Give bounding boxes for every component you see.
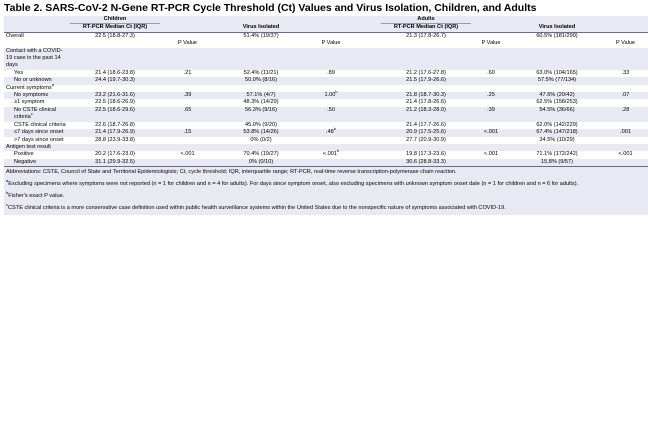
- cell: 21.4 (17.9-26.9): [70, 129, 160, 136]
- table-row: [4, 137, 648, 144]
- row-label: Overall: [4, 32, 70, 40]
- cell: 48.3% (14/29): [243, 99, 279, 106]
- row-label: No or unknown: [4, 77, 70, 84]
- cell: <.001: [483, 151, 499, 158]
- cell: 21.4 (17.8-26.6): [406, 99, 446, 106]
- table-row: [4, 48, 648, 70]
- row-label: Positive: [14, 151, 34, 158]
- cell: 22.5 (18.8-27.3): [70, 32, 160, 40]
- cell: 56.3% (9/16): [215, 107, 307, 122]
- cell: .07: [603, 92, 648, 99]
- cell: .65: [160, 107, 215, 122]
- footnote-c: $^c$CSTE clinical criteria is a more conservative case definition used within public health surveillance systems within the United States due to the nonspecific nature of symptoms associated with COVID-19.: [4, 203, 648, 215]
- cell: 20.9 (17.5-25.6): [381, 129, 471, 136]
- group-children: Children: [70, 16, 160, 24]
- cell: 60.5% (181/299): [511, 32, 603, 40]
- row-label: ≥1 symptom: [14, 99, 45, 106]
- row-label: Negative: [4, 159, 70, 167]
- cell: 71.1% (172/242): [536, 151, 578, 158]
- cell: 50.0% (8/16): [215, 77, 307, 84]
- row-label: No CSTE clinical criteria$^c$: [4, 107, 70, 122]
- cell: .21: [183, 69, 192, 76]
- cell: 21.2 (17.6-27.8): [406, 69, 446, 76]
- cell: 21.8 (18.7-30.3): [381, 92, 471, 99]
- cell: 63.0% (104/165): [536, 69, 578, 76]
- table-row: [4, 107, 648, 122]
- cell: 27.7 (20.9-30.9): [406, 136, 446, 143]
- row-label: Yes: [14, 69, 24, 76]
- cell: .50: [307, 107, 355, 122]
- table-row: [4, 32, 648, 40]
- table-row: [4, 99, 648, 106]
- cell: .33: [621, 69, 630, 76]
- cell: 22.5 (18.6-26.9): [95, 99, 135, 106]
- cell: .60: [487, 69, 495, 76]
- cell: 22.5 (18.6-29.6): [70, 107, 160, 122]
- row-label: No symptoms: [4, 92, 70, 99]
- cell: <.001: [180, 151, 195, 158]
- cell: 62.5% (158/253): [536, 99, 578, 106]
- cell: 54.5% (36/66): [511, 107, 603, 122]
- cell: <.001: [618, 151, 633, 158]
- group-adults: Adults: [381, 16, 471, 24]
- table-row: [4, 85, 648, 92]
- table-row: [4, 92, 648, 99]
- cell: .001: [603, 129, 648, 136]
- table-row: [4, 77, 648, 84]
- cell: 0% (0/2): [250, 136, 272, 143]
- cell: 47.6% (20/42): [511, 92, 603, 99]
- col-header-adults-ct: RT-PCR Median Ct (IQR): [381, 24, 471, 32]
- results-table: [4, 16, 648, 215]
- cell: 21.3 (17.8-26.7): [381, 32, 471, 40]
- cell: 20.2 (17.6-23.0): [95, 151, 135, 158]
- cell: 31.1 (29.9-32.5): [70, 159, 160, 167]
- table-row: [4, 159, 648, 167]
- cell: 57.1% (4/7): [215, 92, 307, 99]
- footnote-a: $^a$Excluding specimens where symptoms were not reported (n = 1 for children and n = 4 for adults). For days since symptom onset, also excluding specimens with unknown symptom onset date (n = 1 for children and n = 6 for adults).: [4, 179, 648, 191]
- footnote-row: [4, 179, 648, 191]
- cell: .48$^b$: [307, 129, 355, 136]
- row-label: >7 days since onset: [14, 136, 64, 143]
- row-label: Contact with a COVID-19 case in the past 14 days: [4, 48, 70, 70]
- cell: 1.00$^b$: [307, 92, 355, 99]
- cell: 23.2 (21.6-31.6): [70, 92, 160, 99]
- table-title: Table 2. SARS-CoV-2 N-Gene RT-PCR Cycle Threshold (Ct) Values and Virus Isolation, Children, and Adults: [4, 2, 537, 14]
- cell: 21.2 (18.3-28.0): [381, 107, 471, 122]
- table-row: [4, 70, 648, 77]
- cell: 30.6 (28.8-33.3): [381, 159, 471, 167]
- footnote-row: [4, 191, 648, 203]
- cell: 21.4 (17.7-26.6): [406, 121, 446, 128]
- cell: 52.4% (11/21): [243, 69, 279, 76]
- cell: 67.4% (147/218): [511, 129, 603, 136]
- footnote-row: [4, 203, 648, 215]
- cell: 15.8% (9/57): [511, 159, 603, 167]
- cell: 70.4% (19/27): [243, 151, 279, 158]
- cell: .28: [603, 107, 648, 122]
- row-label: Antigen test result: [4, 144, 70, 151]
- cell: 53.8% (14/26): [215, 129, 307, 136]
- footnote-b: $^b$Fisher's exact P value.: [4, 191, 648, 203]
- cell: .39: [471, 107, 511, 122]
- cell: 34.5% (10/29): [539, 136, 575, 143]
- row-label: ≤7 days since onset: [4, 129, 70, 136]
- col-header-adults-p2: P Value: [615, 40, 636, 47]
- col-header-adults-p1: P Value: [481, 40, 501, 47]
- cell: 19.8 (17.3-23.6): [406, 151, 446, 158]
- col-header-adults-iso: Virus Isolated: [511, 24, 603, 32]
- cell: 57.5% (77/134): [511, 77, 603, 84]
- p-value-header-row: [4, 40, 648, 47]
- table-row: [4, 151, 648, 158]
- cell: .89: [327, 69, 335, 76]
- cell: <.001$^b$: [322, 148, 340, 158]
- cell: 22.6 (18.7-26.8): [95, 121, 135, 128]
- table-row: [4, 129, 648, 136]
- footnote-row: [4, 167, 648, 180]
- footnote-abbreviations: Abbreviations: CSTE, Council of State and Territorial Epidemiologists; Ct, cycle threshold; IQR, interquartile range; RT-PCR, real-time reverse transcription-polymerase chain reaction.: [4, 167, 648, 180]
- table-row: [4, 122, 648, 129]
- cell: 21.4 (18.6-23.8): [95, 69, 135, 76]
- row-label: Current symptoms$^a$: [6, 81, 54, 91]
- col-header-children-ct: RT-PCR Median Ct (IQR): [70, 24, 160, 32]
- cell: 51.4% (19/37): [215, 32, 307, 40]
- footnote-mark: a: [51, 81, 54, 87]
- cell: .25: [471, 92, 511, 99]
- cell: .39: [160, 92, 215, 99]
- cell: <.001: [471, 129, 511, 136]
- cell: .15: [160, 129, 215, 136]
- cell: 45.0% (9/20): [244, 121, 278, 128]
- cell: 62.0% (142/229): [536, 121, 578, 128]
- cell: 0% (0/10): [215, 159, 307, 167]
- row-label: CSTE clinical criteria: [14, 121, 66, 128]
- col-header-children-p1: P Value: [177, 40, 198, 47]
- col-header-children-iso: Virus Isolated: [215, 24, 307, 32]
- col-header-children-p2: P Value: [321, 40, 341, 47]
- cell: 24.4 (19.7-30.3): [70, 77, 160, 84]
- cell: 21.5 (17.9-26.6): [381, 77, 471, 84]
- cell: 28.8 (23.9-33.8): [95, 136, 135, 143]
